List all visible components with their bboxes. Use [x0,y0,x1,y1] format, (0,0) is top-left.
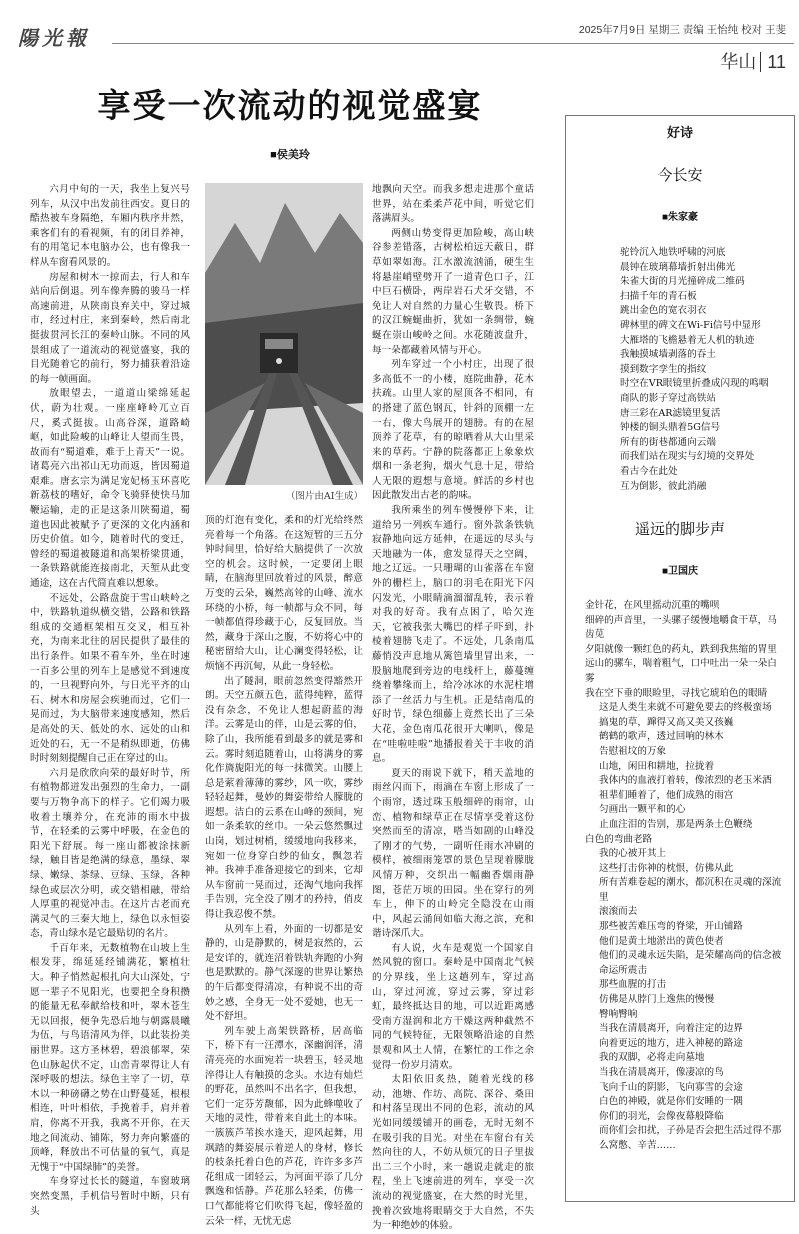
poem-line: 大雁塔的飞檐悬着无人机的轨迹 [620,334,755,346]
paragraph: 顶的灯泡有变化，柔和的灯光给终然亮着每一个角落。在这短暂的三五分钟时间里，恰好给大脑提供了一次放空的机会。这时候，一定要闭上眼睛，在脑海里回放着过的风景，醉意万变的云朵，巍然高耸的山峰、流水环绕的小桥，每一帧都与众不同，每一帧都值得珍藏于心，反复回放。当然，藏身于深山之腹，不妨将心中的秘密留给大山，让心澜变得轻松，让烦恼不再沉甸，从此一身轻松。 [205,515,363,672]
poem-line: 而我们站在现实与幻境的交界处 [620,451,755,463]
paragraph: 出了隧洞，眼前忽然变得豁然开朗。天空五颜五色，蓝得纯粹，蓝得没有杂念，不免让人想起蔚蓝的海洋。云雾是山的伴，山是云雾的伯，除了山，我所能看到最多的就是雾和云。雾时刻追随着山，山将满身的雾化作旖旎阳光的每一抹微笑。山腰上总是萦着薄薄的雾纱，风一吹，雾纱轻轻起舞，曼妙的舞姿带给人朦胧的遐想。洁白的云系在山峰的颈间，宛如一条柔软的丝巾。一朵云悠然飘过山岗，划过树梢，缓缓地向我移来，宛如一位身穿白纱的仙女，飘忽若神。我神手准备迎接它的到来，它却从车窗前一晃而过，还淘气地向我挥手告别，完全没了刚才的矜持，俏皮得让我忍俊不禁。 [205,675,363,921]
page-number: 11 [760,52,786,72]
article-column-1 [30,183,190,1217]
poem-line: 那些被苦难压弯的脊梁，开山铺路 [599,921,743,933]
poem-line: 唐三彩在AR滤镜里复活 [620,407,721,419]
poem-line: 这些打击你神的枕恨，仿佛从此 [599,862,734,874]
issue-meta: 2025年7月9日 星期三 责编 王怡纯 校对 王斐 [578,24,786,36]
poem-line: 跳出金色的宽衣羽衣 [620,305,707,317]
paragraph: 不远处，公路盘旋于雪山峡岭之中，铁路轨道纵横交错，公路和铁路组成的交通框架相互交叉，相互补充，为南来北往的居民提供了最佳的出行条件。如果不看车外，坐在时速一百多公里的列车上是感觉不到速度的，一旦视野向外，与日光平齐的山石、树木和房屋会疾驰而过，它们一晃而过，为大脑带来速度感知，然后是高处的天、低处的水、远处的山和近处的石，无一不是稍纵即逝，仿佛时时刻刻提醒自己正在穿过的山。 [30,592,190,765]
paragraph: 列车驶上高架铁路桥，居高临下，桥下有一汪潭水，深幽润泽，清清亮亮的水面宛若一块碧玉，轻灵地淬得让人有触摸的念头。水边有灿烂的野花，虽然叫不出名字，但我想，它们一定芬芳馥郁，因为此蜂噬收了天地的灵性，带着来自此土的本味。一簇簇芦苇挨水逢天，迎风起舞，用飒踏的舞姿展示着逆人的身材，修长的枝条托着白色的芦花，许许多多芦花组成一团轻云，为河面平添了几分飘逸和恬静。芦花那么轻柔，仿佛一口气都能将它们吹得飞起，像轻盈的云朵一样，无忧无虑 [205,1025,363,1227]
poem-body [620,246,788,494]
poem-line: 商队的影子穿过高铁站 [620,392,716,404]
paragraph: 我所乘坐的列车慢慢停下来，让道给另一列疾车通行。窗外款条铁轨寂静地向远方延伸，在遥远的尽头与天地融为一体，愈发显得天之空阔，地之辽远。一只珊瑚的山雀落在车窗外的栅栏上，脑口的羽毛在阳光下闪闪发光，小眼睛滴溜溜乱转，表示着对我的好奇。我有点困了，哈欠连天，它被我张大嘴巴的样子吓到，扑棱着翅膀飞走了。不远处，几条南瓜藤悄没声息地从篱笆墙里冒出来，一股脑地爬到旁边的电线杆上，藤蔓缠绕着攀缘而上，给冷冰冰的水泥柱增添了一丝活力与生机。正是结南瓜的好时节，绿色细藤上竟然长出了三朵大花，金色南瓜花很开大喇叭，像是在“哇啦哇啦”地播报着关于丰收的消息。 [372,505,534,765]
article-author: ■侯美玲 [270,149,310,161]
article-column-2 [205,514,363,1227]
poem-line: 向着更远的地方，进入神秘的路途 [599,1037,743,1049]
poem-line: 止血注泪的告别，那是两条土色鞭绕 [599,818,753,830]
poem-line: 山地，闲田和耕地，拉拢着 [599,760,715,772]
paragraph: 千百年来，无数植物在山坡上生根发芽，绵延延经铺满花，繁植壮大。种子悄然起根扎向大山深处，宁愿一辈子不见阳光，也要把全身积攒的能量无私奉献给枝和叶，翠木苍生无以回报，便争先恐后地与朝露晨曦为伍，与鸟语清风为伴，以此装扮美丽世界。这方圣林碧，碧浪郁翠，荣色山脉起伏不定，山峦青翠得让人有深呼吸的想法。绿色主宰了一切，草木以一种磅礴之势在山野蔓延，根根相连，叶叶相依，手挽着手，肩并着肩，你离不开我，我离不开你，在天地之间流动、铺陈，努力奔向繁盛的顶峰，释放出不可估量的氧气，真是无愧于“中国绿肺”的美誉。 [30,942,190,1173]
paragraph: 房屋和树木一掠而去，行人和车站向后倒退。列车像奔腾的骏马一样高速前进，从陕南良弃关中，穿过城市，经过村庄，来到秦岭，然后南北挺拔贯河长江的秦岭山脉。不同的风景组成了一道流动的视觉盛宴，我的目光随着它的前行，努力捕获着沿途的每一帧画面。 [30,271,190,385]
poem-line: 臀响臀响 [599,1008,638,1020]
poem-line: 当我在清晨离开，向着注定的边界 [599,1023,743,1035]
poem-line: 朱雀大街的月光撞碎成二维码 [620,276,745,288]
poem-line: 搞鬼的草，蹿得又高又美又孩巍 [599,716,734,728]
poem-line: 我体内的血液打着转，像浓烈的老玉米酒 [599,775,772,787]
header-divider [112,43,794,44]
poem-line: 匀画出一颗平和的心 [599,804,686,816]
masthead [8,14,798,74]
poem-line: 我在空下垂的眼睑里，寻找它琥珀色的眼睛 [585,687,768,699]
paragraph: 列车穿过一个小村庄，出现了很多高低不一的小楼，庭院曲静，花木扶疏。山里人家的屋顶各不相同，有的搭建了蓝色钢瓦，针斜的顶棚一左一右，像大鸟展开的翅膀。有的在屋顶养了花草，有的晾晒着从大山里采来的草药。宁静的院落都正上象象炊烟和一条老狗，烟火气息十足，带给人无限的遐想与意境。鲜活的乡村也因此散发出古老的韵味。 [372,359,534,502]
article-title: 享受一次流动的视觉盛宴 [97,87,483,124]
poem-line: 远山的骡车，喘着粗气，口中吐出一朵一朵白雾 [585,658,777,684]
paragraph: 地飘向天空。而我多想走进那个童话世界，站在柔柔芦花中间，听觉它们落满眉头。 [372,184,534,225]
poem-line: 他们的灵魂永远失陷，是荣耀高尚的信念被命运所震击 [599,950,782,976]
poem-line: 滚滚而去 [599,906,638,918]
poem-title: 遥远的脚步声 [634,521,725,538]
paragraph: 有人说，火车是观览一个国家自然风貌的窗口。秦岭是中国南北气候的分界线，坐上这趟列车，穿过高山，穿过河流，穿过云雾，穿过彩虹，最终抵达目的地，可以近距离感受南方湿润和北方干燥这两种截然不同的气候特征，无限领略沿途的自然景观和风土人情，在繁忙的工作之余觉得一份岁月清欢。 [372,942,534,1071]
poem-line: 告慰祖坟的万象 [599,745,667,757]
poem-line: 我触摸城墙剥落的吞土 [620,349,716,361]
section-name: 华山 [720,52,757,72]
poem-line: 飞向千山的阴影，飞向寡雪的会途 [599,1081,743,1093]
poem-line: 仿佛是从脖门上逸焦的慢慢 [599,994,715,1006]
poem-line: 我的双脚，必将走向墓地 [599,1052,705,1064]
paragraph: 放眼望去，一道道山梁绵延起伏，蔚为壮观。一座座峰岭兀立百尺，奚式挺拔。山高谷深，道路崎岖，如此险峻的山峰让人望而生畏，故而有“蜀道难，难于上青天”一说。诸葛亮六出祁山无功而返，皆因蜀道艰难。唐玄宗为满足宠妃杨玉环喜吃新荔枝的嗜好，命令飞骑驿使快马加鞭运输，走的正是这条川陕蜀道，蜀道也因此被赋予了更深的文化内涵和历史价值。如今，随着时代的变迁，曾经的蜀道被隧道和高架桥梁贯通，一条铁路就能连接南北，天堑从此变通途，这在古代简直难以想象。 [30,388,190,590]
paragraph: 从列车上看，外面的一切都是安静的，山是静默的，树是寂然的，云是安详的，就连沼着铁轨奔跑的小狗也是默默的。静气深邃的世界让繁热的午后都变得清凉，有种说不出的奇妙之感，全身无一处不爱她，也无一处不舒坦。 [205,923,363,1023]
poem-line: 金针花，在风里摇动沉重的嘴呗 [585,600,720,611]
paragraph: 夏天的雨说下就下，稍天盖地的雨丝闪而下，雨滴在车窗上形成了一个雨帘，透过珠玉般细碎的雨帘，山峦、植物和绿草正在尽情享受着这份突然而至的清凉，嗒当如剧的山峰没了刚才的气势，一副听任雨水冲刷的模样，被细雨笼罩的景色呈现着朦胧风情万种，交织出一幅幽香烟雨静图，苍茫万顷的田园。坐在穿行的列车上，伸下的山岭完全隐没在山雨中，风起云涌间如临大海之滨，充和谐诗深爪大。 [372,767,534,940]
poem-line: 互为倒影，彼此消融 [620,480,707,492]
poem-body [585,599,785,1154]
poem-line: 夕阳就像一颗红色的药丸，跌到我焦缩的胃里 [585,643,777,655]
poem-line: 看古今在此处 [620,465,678,477]
photo-caption: （图片由AI生成） [285,491,363,502]
train-illustration [205,183,363,485]
poem-line: 那些血腥的打击 [599,979,667,991]
poem-line: 当我在清晨离开，像凄凉的鸟 [599,1067,724,1078]
poem-author: ■卫国庆 [661,566,699,577]
poem-line: 所有的街巷都通向云端 [620,436,716,448]
poem-title: 今长安 [657,167,703,184]
poem-line: 白色的弯曲老路 [585,833,653,845]
paragraph: 两侧山势变得更加险峻，高山峡谷参差错落，古树松柏远天蔽日，群草如翠如海。江水激流汹涌，硬生生将悬崖峭壁劈开了一道青色口子，江中巨石横卧，两岸岩石犬牙交错，不免让人对自然的力量心生敬畏。桥下的汉江蜿蜒曲折，犹如一条绸带，蜿蜒在崇山峻岭之间。水花随波盘升，每一朵都藏着风情与开心。 [372,227,534,356]
article-column-3 [372,183,534,1232]
poem-line: 时空在VR眼镜里折叠成闪现的鸣咽 [620,378,769,390]
poem-line: 他们是黄土地淤出的黄色使者 [599,935,724,947]
poem-line: 驼铃沉入地铁呼啸的河底 [620,247,726,258]
paragraph: 六月中旬的一天，我坐上复兴号列车，从汉中出发前往西安。夏日的酷热被车身隔绝，车厢内秩序井然，乘客们有的看视频，有的闭目养神，有的用笔记本电脑办公，也有像我一样从车窗看风景的。 [30,184,190,268]
poem-line: 鹤鹤的歌声，透过回响的林木 [599,731,724,743]
poem-line: 而你们会扣扰，子孙是否会把生活过得不那么窝憋、辛苦…… [599,1125,782,1151]
poem-line: 钟楼的铜头鼎着5G信号 [620,422,721,434]
poem-line: 晨钟在玻璃幕墙折射出佛光 [620,261,736,273]
poem-line: 白色的神殿，就是你们安睡的一隅 [599,1096,743,1108]
paragraph: 太阳依旧炙热，随着光线的移动，池塘、作坊、高院、深谷、桑田和村落呈现出不同的色彩，流动的风光如同缓缓铺开的画卷，无时无刻不在吸引我的目光。对坐在车窗台有关然向往的人，不妨从烦冗的日子里拔出二三个小时，来一趟说走就走的旅程，坐上飞速前进的列车，享受一次流动的视觉盛宴，在大然的时光里，挽着次致地将眼睛交于大自然，不失为一种绝妙的体验。 [372,1074,534,1232]
paragraph: 车身穿过长长的隧道，车窗玻璃突然变黑，手机信号暂时中断，只有头 [30,1176,190,1217]
section-label [720,48,786,74]
poem-line: 细碎的声音里，一头骡子缓慢地嚼食干草，马齿苋 [585,614,777,641]
poem-line: 祖辈们睡着了，他们成熟的雨宫 [599,789,734,801]
sidebar-column-name: 好诗 [666,125,693,140]
train-photo [205,183,363,485]
poem-line: 所有苦难卷起的潮水，都沉积在灵魂的深流里 [599,877,782,903]
poem-line: 扫描千年的青石板 [620,290,697,302]
newspaper-logo: 陽光報 [18,26,90,50]
paragraph: 六月是欣欣向荣的最好时节，所有植物都迸发出强烈的生命力，一副要与万物争高下的样子。它们竭力吸收着土壤养分，在充沛的雨水中拔节，在轻柔的云雾中呼吸，在金色的阳光下舒展。每一座山都被涂抹新绿，触目皆是绝满的绿意，墨绿、翠绿、嫩绿、茶绿、豆绿、玉绿，各种绿色或层次分明，或交错相融，带给人厚重的视觉冲击。在这片古老而充满灵气的三秦大地上，绿色以永恒姿态，青山绿水是它最贴切的名片。 [30,767,190,940]
poem-author: ■朱家豪 [661,212,699,223]
poem-line: 碑林里的碑文在Wi-Fi信号中显形 [620,319,761,331]
poem-line: 摸到数字孪生的指纹 [620,363,707,375]
poem-line: 你们的羽光，会像夜幕般降临 [599,1110,724,1122]
poem-line: 我的心被开其上 [599,848,667,860]
poem-line: 这是人类生来就不可避免要去的终极蛮场 [599,702,772,714]
